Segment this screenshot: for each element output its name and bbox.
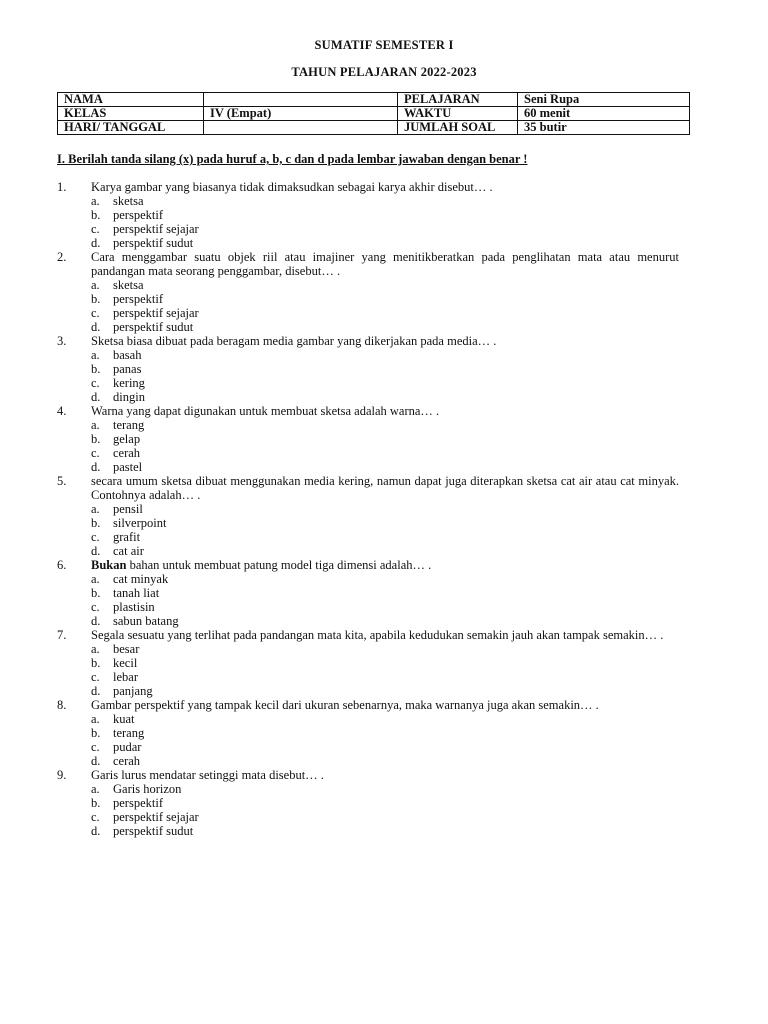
option-letter: c. (91, 222, 100, 236)
answer-option (57, 390, 679, 404)
answer-option (57, 712, 679, 726)
answer-option (57, 670, 679, 684)
option-letter: a. (91, 712, 100, 726)
option-letter: c. (91, 376, 100, 390)
info-value: 35 butir (518, 121, 690, 135)
option-text: plastisin (113, 600, 155, 614)
answer-option (57, 306, 679, 320)
info-label: PELAJARAN (398, 93, 518, 107)
option-text: Garis horizon (113, 782, 182, 796)
info-label: WAKTU (398, 107, 518, 121)
answer-option (57, 278, 679, 292)
answer-option (57, 586, 679, 600)
answer-option (57, 740, 679, 754)
answer-option (57, 208, 679, 222)
answer-option (57, 544, 679, 558)
question-item (57, 628, 679, 642)
info-table (57, 92, 690, 135)
option-letter: a. (91, 642, 100, 656)
question-number: 1. (57, 180, 67, 194)
answer-option (57, 796, 679, 810)
answer-option (57, 502, 679, 516)
option-letter: c. (91, 306, 100, 320)
answer-option (57, 614, 679, 628)
option-text: sketsa (113, 278, 144, 292)
answer-option (57, 656, 679, 670)
question-item (57, 250, 679, 278)
answer-option (57, 460, 679, 474)
option-letter: d. (91, 684, 101, 698)
option-letter: b. (91, 516, 101, 530)
option-letter: d. (91, 460, 101, 474)
answer-option (57, 600, 679, 614)
option-text: pudar (113, 740, 142, 754)
option-letter: c. (91, 600, 100, 614)
option-text: basah (113, 348, 142, 362)
option-text: kecil (113, 656, 138, 670)
option-letter: b. (91, 208, 101, 222)
table-row (58, 93, 690, 107)
answer-option (57, 446, 679, 460)
option-text: perspektif (113, 292, 163, 306)
question-text: secara umum sketsa dibuat menggunakan media kering, namun dapat juga diterapkan sketsa cat air atau cat minyak. Contohnya adalah… . (91, 474, 679, 502)
answer-option (57, 320, 679, 334)
option-letter: d. (91, 614, 101, 628)
option-letter: c. (91, 670, 100, 684)
question-number: 8. (57, 698, 67, 712)
answer-option (57, 810, 679, 824)
answer-option (57, 418, 679, 432)
option-text: gelap (113, 432, 141, 446)
page-title: SUMATIF SEMESTER I (314, 38, 454, 52)
question-text (91, 558, 679, 572)
question-text: Segala sesuatu yang terlihat pada pandangan mata kita, apabila kedudukan semakin jauh akan tampak semakin… . (91, 628, 664, 642)
question-text: Karya gambar yang biasanya tidak dimaksudkan sebagai karya akhir disebut… . (91, 180, 493, 194)
option-letter: c. (91, 810, 100, 824)
option-letter: d. (91, 824, 101, 838)
instruction-heading: I. Berilah tanda silang (x) pada huruf a, b, c dan d pada lembar jawaban dengan benar ! (57, 152, 528, 166)
question-item (57, 180, 679, 194)
answer-option (57, 726, 679, 740)
info-value: Seni Rupa (518, 93, 690, 107)
info-value: 60 menit (518, 107, 690, 121)
option-letter: b. (91, 726, 101, 740)
option-text: perspektif (113, 208, 163, 222)
option-text: perspektif sudut (113, 824, 194, 838)
question-item (57, 698, 679, 712)
option-text: terang (113, 418, 145, 432)
question-text: Gambar perspektif yang tampak kecil dari ukuran sebenarnya, maka warnanya juga akan semakin… . (91, 698, 599, 712)
info-label: JUMLAH SOAL (398, 121, 518, 135)
option-text: cat minyak (113, 572, 169, 586)
option-letter: a. (91, 502, 100, 516)
question-text-rest: bahan untuk membuat patung model tiga dimensi adalah… . (126, 558, 432, 572)
answer-option (57, 642, 679, 656)
option-letter: a. (91, 348, 100, 362)
question-number: 7. (57, 628, 67, 642)
option-letter: d. (91, 320, 101, 334)
option-text: sketsa (113, 194, 144, 208)
option-letter: d. (91, 236, 101, 250)
question-text: Garis lurus mendatar setinggi mata disebut… . (91, 768, 324, 782)
option-letter: a. (91, 782, 100, 796)
answer-option (57, 194, 679, 208)
table-row (58, 107, 690, 121)
question-number: 4. (57, 404, 67, 418)
answer-option (57, 222, 679, 236)
option-letter: b. (91, 432, 101, 446)
option-letter: b. (91, 586, 101, 600)
question-number: 5. (57, 474, 67, 488)
answer-option (57, 362, 679, 376)
answer-option (57, 824, 679, 838)
option-text: panas (113, 362, 142, 376)
question-item (57, 558, 679, 572)
option-letter: a. (91, 278, 100, 292)
answer-option (57, 782, 679, 796)
option-letter: b. (91, 656, 101, 670)
option-text: perspektif sejajar (113, 810, 199, 824)
option-text: besar (113, 642, 140, 656)
option-text: sabun batang (113, 614, 179, 628)
option-letter: b. (91, 292, 101, 306)
question-number: 2. (57, 250, 67, 264)
option-letter: b. (91, 796, 101, 810)
question-emphasis: Bukan (91, 558, 127, 572)
question-number: 3. (57, 334, 67, 348)
question-item (57, 474, 679, 502)
answer-option (57, 684, 679, 698)
info-value: IV (Empat) (204, 107, 398, 121)
option-letter: a. (91, 418, 100, 432)
option-text: pastel (113, 460, 143, 474)
answer-option (57, 572, 679, 586)
table-row (58, 121, 690, 135)
answer-option (57, 292, 679, 306)
answer-option (57, 754, 679, 768)
question-list (57, 180, 679, 838)
answer-option (57, 376, 679, 390)
question-item (57, 334, 679, 348)
option-text: perspektif sudut (113, 236, 194, 250)
question-text: Sketsa biasa dibuat pada beragam media gambar yang dikerjakan pada media… . (91, 334, 497, 348)
option-text: kuat (113, 712, 135, 726)
option-text: tanah liat (113, 586, 160, 600)
answer-option (57, 432, 679, 446)
option-text: silverpoint (113, 516, 167, 530)
question-number: 9. (57, 768, 67, 782)
option-text: cerah (113, 754, 141, 768)
option-text: perspektif sejajar (113, 222, 199, 236)
option-letter: a. (91, 572, 100, 586)
option-text: panjang (113, 684, 153, 698)
option-letter: c. (91, 446, 100, 460)
option-text: perspektif sudut (113, 320, 194, 334)
info-value (204, 121, 398, 135)
info-label: HARI/ TANGGAL (58, 121, 204, 135)
option-text: kering (113, 376, 145, 390)
option-letter: b. (91, 362, 101, 376)
option-text: cerah (113, 446, 141, 460)
option-letter: d. (91, 544, 101, 558)
option-letter: d. (91, 390, 101, 404)
info-value (204, 93, 398, 107)
info-label: NAMA (58, 93, 204, 107)
page-subtitle: TAHUN PELAJARAN 2022-2023 (291, 65, 477, 79)
option-text: pensil (113, 502, 143, 516)
option-text: lebar (113, 670, 138, 684)
answer-option (57, 530, 679, 544)
option-text: dingin (113, 390, 145, 404)
info-label: KELAS (58, 107, 204, 121)
question-text: Cara menggambar suatu objek riil atau imajiner yang menitikberatkan pada penglihatan mata atau menurut pandangan mata seorang penggambar, disebut… . (91, 250, 679, 278)
option-text: grafit (113, 530, 141, 544)
option-text: perspektif (113, 796, 163, 810)
option-text: cat air (113, 544, 144, 558)
option-letter: a. (91, 194, 100, 208)
option-letter: c. (91, 740, 100, 754)
option-letter: d. (91, 754, 101, 768)
question-item (57, 404, 679, 418)
option-text: terang (113, 726, 145, 740)
option-text: perspektif sejajar (113, 306, 199, 320)
question-number: 6. (57, 558, 67, 572)
answer-option (57, 236, 679, 250)
option-letter: c. (91, 530, 100, 544)
question-text: Warna yang dapat digunakan untuk membuat sketsa adalah warna… . (91, 404, 440, 418)
answer-option (57, 516, 679, 530)
answer-option (57, 348, 679, 362)
question-item (57, 768, 679, 782)
